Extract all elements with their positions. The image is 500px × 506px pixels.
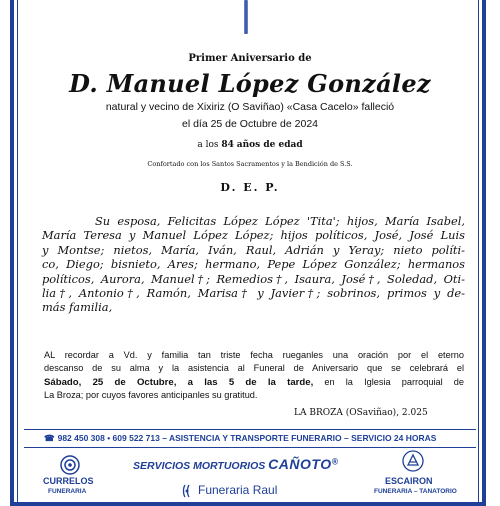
announcement-line: La Broza; por cuyos favores anticipanles su gratitud. — [44, 389, 258, 400]
age-suffix: años de edad — [236, 140, 303, 150]
cross-icon — [244, 0, 248, 34]
announcement — [44, 349, 464, 402]
announcement-line: descanso de su alma y la asistencia al Funeral de Aniversario que se celebrará el — [44, 363, 464, 374]
divider — [24, 447, 476, 448]
currelos-name: CURRELOS — [43, 476, 94, 486]
raul-name: Funeraria Raul — [198, 483, 278, 497]
divider — [24, 429, 476, 430]
death-date: el día 25 de Octubre de 2024 — [181, 118, 319, 130]
canoto-brand: CAÑOTO — [268, 456, 332, 472]
announcement-line — [44, 376, 464, 389]
escairon-logo-icon — [402, 450, 424, 472]
deceased-name: D. Manuel López González — [69, 69, 431, 98]
family-line: co, Diego; bisnieto, Ares; hermano, Pepe López González; hermanos — [42, 257, 465, 272]
currelos-logo-icon — [60, 455, 80, 475]
family-paragraph — [42, 214, 465, 315]
family-line: lia†, Antonio†, Ramón, Marisa† y Javier†; sobrinos, primos y de- — [42, 286, 465, 301]
origin-line: natural y vecino de Xixiriz (O Saviñao) «Casa Cacelo» falleció — [105, 101, 395, 113]
family-line: y Montse; nietos, María, Iván, Raul, Adrián y Yeray; nieto políti- — [42, 242, 465, 257]
servicios-line — [133, 456, 338, 472]
dep-text: D. E. P. — [220, 181, 280, 194]
registered-mark: ® — [331, 456, 339, 467]
family-line: políticos, Aurora, Manuel†; Remedios†, Isaura, José†, Soledad, Oti- — [42, 271, 465, 286]
age-line — [0, 140, 500, 150]
telephone-icon: ☎ — [44, 433, 55, 443]
family-line: más familia, — [42, 300, 113, 315]
comforted-line: Confortado con los Santos Sacramentos y la Bendición de S.S. — [147, 160, 353, 168]
funeral-date: Sábado, 25 de Octubre, a las 5 de la tarde, — [44, 376, 314, 388]
escairon-sub: FUNERARIA – TANATORIO — [374, 488, 457, 495]
funeral-place: en la Iglesia parroquial de — [313, 376, 464, 387]
place-date: LA BROZA (OSaviñao), 2.025 — [294, 408, 428, 418]
servicios-label: SERVICIOS MORTUORIOS — [133, 460, 266, 472]
anniversary-heading: Primer Aniversario de — [188, 53, 312, 64]
age-value: 84 — [221, 140, 234, 150]
escairon-name: ESCAIRON — [385, 476, 433, 486]
family-line: Su esposa, Felicitas López López 'Tita'; hijos, María Isabel, — [95, 214, 465, 228]
currelos-sub: FUNERARIA — [48, 488, 87, 495]
phone-line — [44, 433, 436, 444]
family-line: María Teresa y Manuel López López; hijos políticos, José, José Luis — [42, 228, 465, 243]
age-prefix: a los — [197, 140, 219, 150]
phone-text: 982 450 308 • 609 522 713 – ASISTENCIA Y TRANSPORTE FUNERARIO – SERVICIO 24 HORAS — [57, 433, 437, 443]
announcement-line: AL recordar a Vd. y familia tan triste fecha rueganles una oración por el eterno — [44, 350, 464, 360]
